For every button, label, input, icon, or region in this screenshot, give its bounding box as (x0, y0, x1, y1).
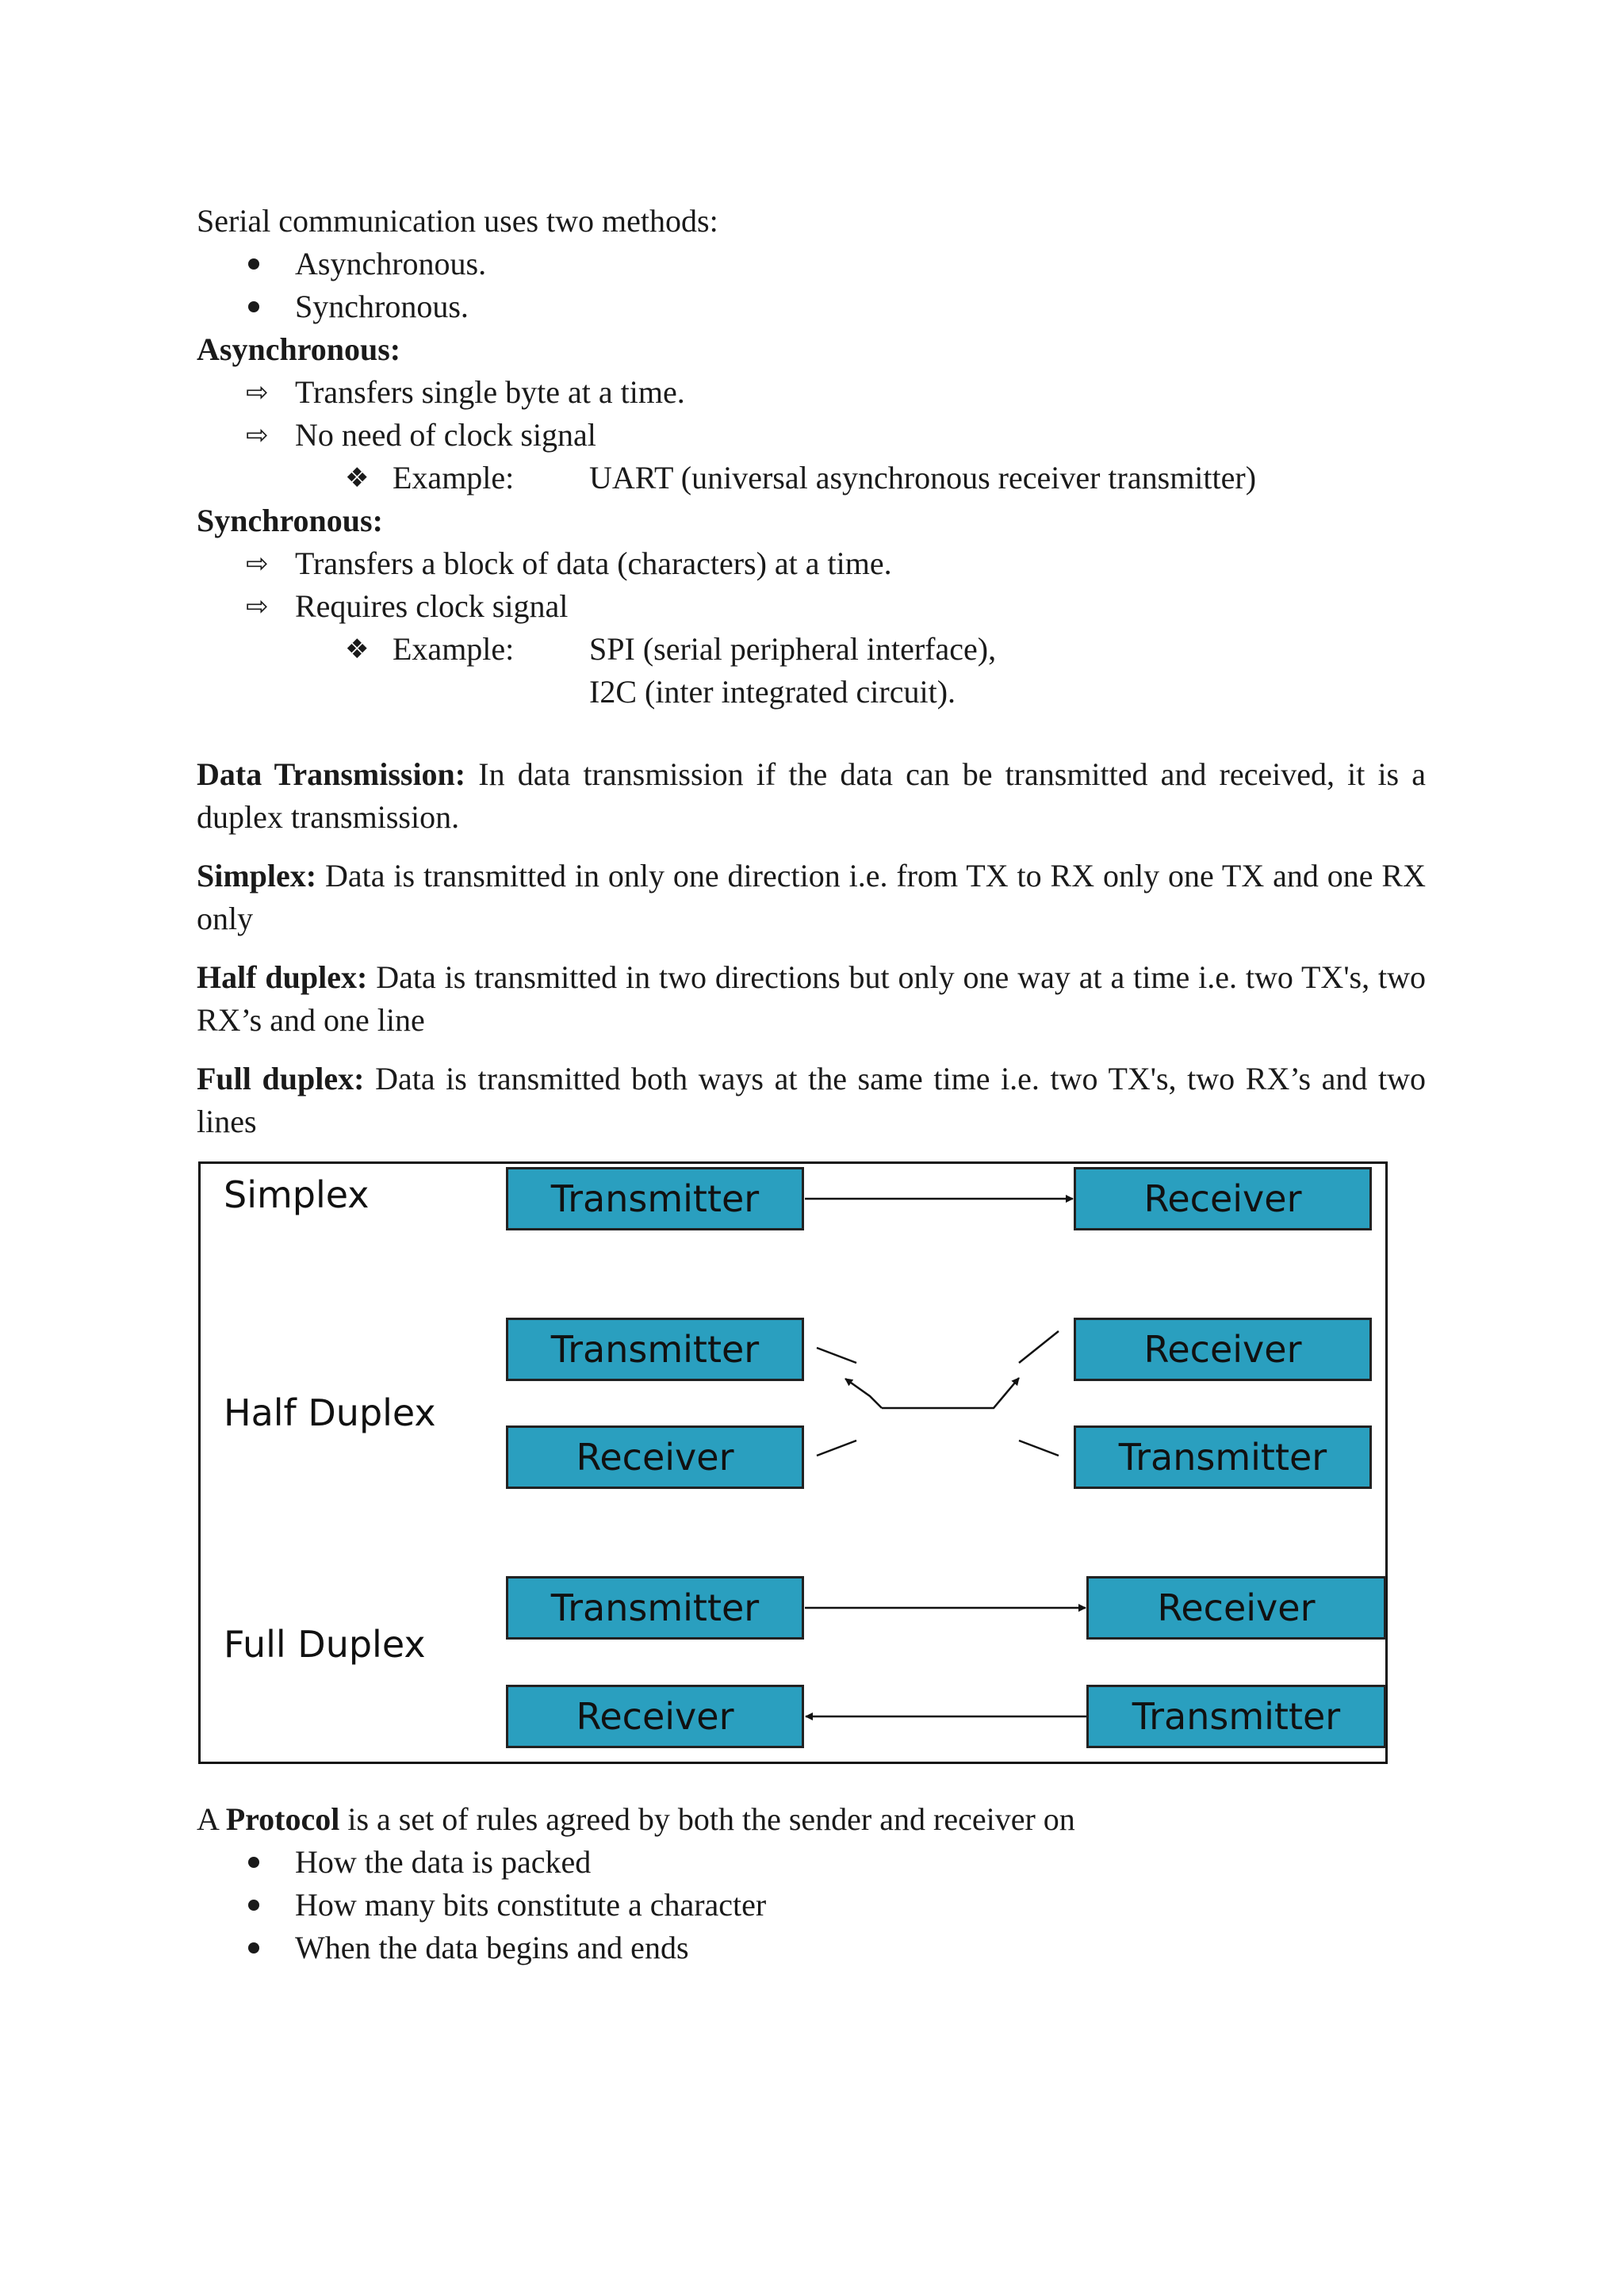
transmission-text: In data transmission if the data can be transmitted and received, it is a duplex transmission. (197, 756, 1426, 835)
simplex-label: Simplex (224, 1173, 370, 1216)
bullet (248, 301, 259, 312)
half-line (1019, 1331, 1059, 1363)
full-transmitter-box: Transmitter (506, 1576, 804, 1640)
half-transmitter-box: Transmitter (506, 1318, 804, 1381)
full-receiver-box: Receiver (1086, 1576, 1386, 1640)
diamond-bullet-icon: ❖ (345, 633, 370, 665)
bullet (248, 1857, 259, 1868)
half-receiver-box: Receiver (506, 1425, 804, 1489)
protocol-prefix: A (197, 1801, 226, 1837)
half-transmitter-box: Transmitter (1074, 1425, 1372, 1489)
simplex-text: Data is transmitted in only one direction i.e. from TX to RX only one TX and one RX only (197, 858, 1426, 936)
async-point: No need of clock signal (295, 417, 596, 453)
transmission-paragraph (197, 753, 1426, 839)
full-duplex-term: Full duplex: (197, 1061, 365, 1096)
full-transmitter-box: Transmitter (1086, 1685, 1386, 1748)
duplex-diagram (198, 1161, 1388, 1764)
half-duplex-paragraph (197, 956, 1426, 1042)
protocol-item: How many bits constitute a character (295, 1887, 767, 1923)
async-example: UART (universal asynchronous receiver transmitter) (589, 460, 1257, 496)
method-item: Synchronous. (295, 289, 469, 324)
bullet (248, 258, 259, 270)
half-line (817, 1348, 856, 1363)
protocol-item: How the data is packed (295, 1844, 592, 1880)
full-duplex-text: Data is transmitted both ways at the same time i.e. two TX's, two RX’s and two lines (197, 1061, 1426, 1139)
sync-point: Transfers a block of data (characters) at a time. (295, 545, 892, 581)
arrow-right-icon: ⇨ (246, 548, 269, 580)
sync-heading: Synchronous: (197, 503, 383, 538)
async-example-label: Example: (393, 460, 515, 496)
simplex-transmitter-box: Transmitter (506, 1167, 804, 1230)
simplex-paragraph (197, 855, 1426, 940)
half-duplex-term: Half duplex: (197, 959, 368, 995)
arrow-right-icon: ⇨ (246, 419, 269, 451)
sync-example: I2C (inter integrated circuit). (589, 674, 956, 710)
simplex-term: Simplex: (197, 858, 317, 894)
simplex-receiver-box: Receiver (1074, 1167, 1372, 1230)
intro-text: Serial communication uses two methods: (197, 203, 718, 239)
protocol-item: When the data begins and ends (295, 1930, 689, 1965)
full-duplex-label: Full Duplex (224, 1623, 426, 1666)
sync-point: Requires clock signal (295, 588, 569, 624)
full-receiver-box: Receiver (506, 1685, 804, 1748)
half-receiver-box: Receiver (1074, 1318, 1372, 1381)
transmission-term: Data Transmission: (197, 756, 466, 792)
arrow-right-icon: ⇨ (246, 377, 269, 408)
protocol-sentence (197, 1798, 1075, 1841)
half-arrow-left (845, 1379, 882, 1408)
arrow-right-icon: ⇨ (246, 591, 269, 622)
async-point: Transfers single byte at a time. (295, 374, 685, 410)
half-duplex-text: Data is transmitted in two directions but only one way at a time i.e. two TX's, two RX’s and one line (197, 959, 1426, 1038)
half-duplex-label: Half Duplex (224, 1391, 436, 1434)
sync-example: SPI (serial peripheral interface), (589, 631, 997, 667)
async-heading: Asynchronous: (197, 331, 401, 367)
method-item: Asynchronous. (295, 246, 487, 281)
half-line (1019, 1441, 1059, 1456)
sync-example-label: Example: (393, 631, 515, 667)
bullet (248, 1942, 259, 1954)
protocol-term: Protocol (225, 1801, 340, 1837)
half-line (817, 1441, 856, 1456)
bullet (248, 1900, 259, 1911)
protocol-rest: is a set of rules agreed by both the sender and receiver on (339, 1801, 1075, 1837)
half-arrow-right (882, 1378, 1019, 1408)
diamond-bullet-icon: ❖ (345, 462, 370, 494)
full-duplex-paragraph (197, 1058, 1426, 1143)
